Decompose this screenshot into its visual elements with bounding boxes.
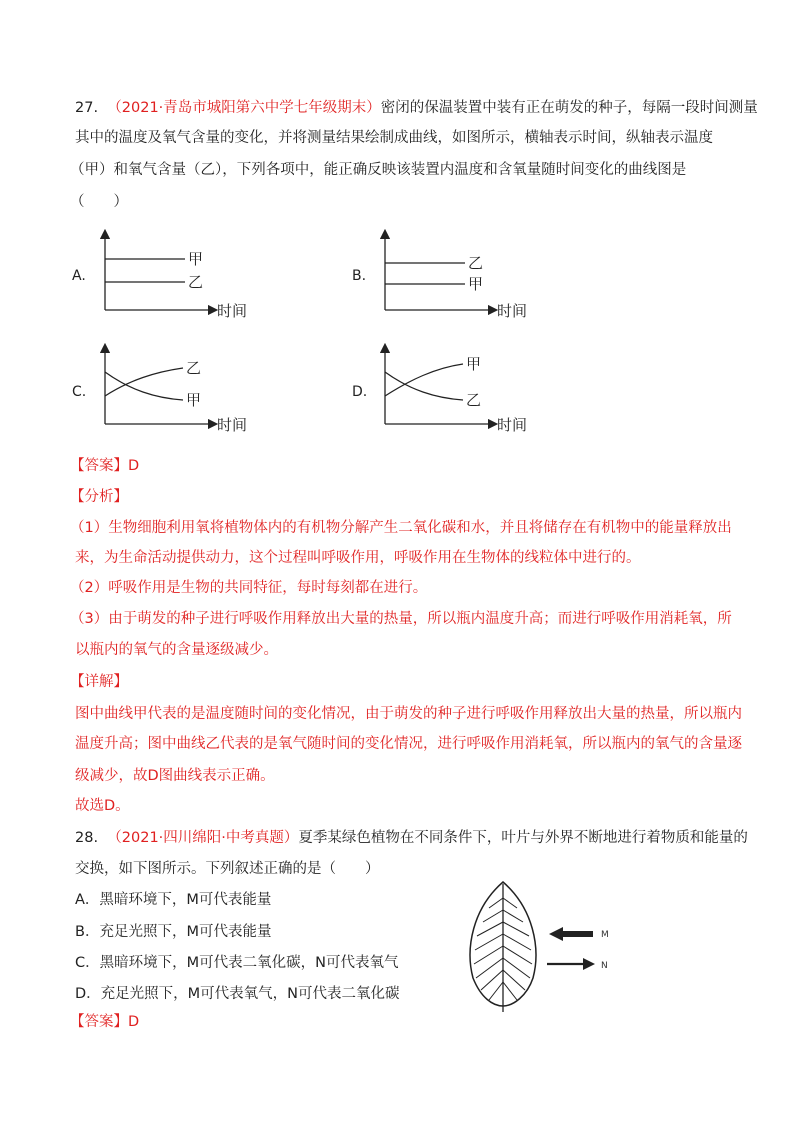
- q28-option-c: C．黑暗环境下，M可代表二氧化碳，N可代表氧气: [75, 955, 399, 971]
- q27-analysis-1: （1）生物细胞利用氧将植物体内的有机物分解产生二氧化碳和水，并且将储存在有机物中的能量释放出: [70, 520, 732, 536]
- q28-option-d: D．充足光照下，M可代表氧气，N可代表二氧化碳: [75, 986, 400, 1002]
- q28-option-b: B．充足光照下，M可代表能量: [75, 924, 272, 940]
- q27-analysis-4: （3）由于萌发的种子进行呼吸作用释放出大量的热量，所以瓶内温度升高；而进行呼吸作用消耗氧，所: [70, 611, 732, 627]
- graph-a-top-label: 甲: [188, 250, 204, 268]
- q28-source: （2021·四川绵阳·中考真题）: [107, 830, 299, 846]
- arrow-n-label: N: [601, 961, 608, 971]
- arrow-m-icon: [549, 927, 593, 941]
- q28-option-a: A．黑暗环境下，M可代表能量: [75, 892, 272, 908]
- graph-d: [375, 342, 540, 434]
- graph-b-label: B.: [352, 268, 367, 284]
- q27-stem-line1: [75, 98, 758, 118]
- graph-d-falling-label: 乙: [466, 391, 482, 409]
- q27-stem-text1: 密闭的保温装置中装有正在萌发的种子，每隔一段时间测量: [380, 100, 758, 116]
- graph-c-label: C.: [72, 384, 87, 400]
- graph-d-falling-curve: [385, 372, 463, 400]
- q27-number: 27.: [75, 100, 99, 116]
- leaf-icon: [470, 882, 536, 1012]
- arrow-n-icon: [547, 958, 595, 970]
- graph-d-rising-label: 甲: [466, 355, 482, 373]
- graph-c: [95, 342, 260, 434]
- q27-detail-2: 温度升高；图中曲线乙代表的是氧气随时间的变化情况，进行呼吸作用消耗氧，所以瓶内的氧气的含量逐: [75, 736, 742, 752]
- q28-answer: 【答案】D: [70, 1014, 140, 1030]
- graph-d-x-label: 时间: [497, 416, 528, 434]
- q28-stem-line2: 交换，如下图所示。下列叙述正确的是（ ）: [75, 861, 380, 877]
- q27-analysis-title: 【分析】: [70, 489, 128, 505]
- q27-stem-line2: 其中的温度及氧气含量的变化，并将测量结果绘制成曲线，如图所示，横轴表示时间，纵轴表示温度: [75, 130, 713, 146]
- q27-stem-line3: （甲）和氧气含量（乙），下列各项中，能正确反映该装置内温度和含氧量随时间变化的曲线图是: [70, 162, 687, 178]
- leaf-diagram: [455, 878, 645, 1018]
- graph-a-bottom-label: 乙: [188, 273, 204, 291]
- graph-c-falling-curve: [105, 372, 183, 400]
- graph-a-label: A.: [72, 268, 86, 284]
- q28-number: 28.: [75, 830, 99, 846]
- q27-detail-1: 图中曲线甲代表的是温度随时间的变化情况，由于萌发的种子进行呼吸作用释放出大量的热量，所以瓶内: [75, 706, 742, 722]
- q27-analysis-3: （2）呼吸作用是生物的共同特征，每时每刻都在进行。: [70, 580, 428, 596]
- arrow-m-label: M: [601, 930, 609, 940]
- graph-b-bottom-label: 甲: [468, 275, 484, 293]
- q27-conclusion: 故选D。: [75, 798, 130, 814]
- q28-stem-line1: [75, 828, 748, 848]
- q27-analysis-5: 以瓶内的氧气的含量逐级减少。: [75, 642, 278, 658]
- q27-detail-3: 级减少，故D图曲线表示正确。: [75, 768, 275, 784]
- graph-c-x-label: 时间: [217, 416, 248, 434]
- q27-analysis-2: 来，为生命活动提供动力，这个过程叫呼吸作用，呼吸作用在生物体的线粒体中进行的。: [75, 550, 641, 566]
- graph-a: [95, 228, 255, 320]
- graph-b-x-label: 时间: [497, 302, 528, 320]
- q27-answer: 【答案】D: [70, 458, 140, 474]
- graph-c-rising-label: 乙: [186, 359, 202, 377]
- q27-paren: （ ）: [70, 194, 128, 210]
- graph-d-label: D.: [352, 384, 368, 400]
- graph-c-falling-label: 甲: [186, 391, 202, 409]
- graph-b-top-label: 乙: [468, 254, 484, 272]
- graph-b: [375, 228, 535, 320]
- graph-a-x-label: 时间: [217, 302, 248, 320]
- q28-stem-text1: 夏季某绿色植物在不同条件下，叶片与外界不断地进行着物质和能量的: [298, 830, 748, 846]
- q27-detail-title: 【详解】: [70, 674, 128, 690]
- q27-source: （2021·青岛市城阳第六中学七年级期末）: [107, 100, 381, 116]
